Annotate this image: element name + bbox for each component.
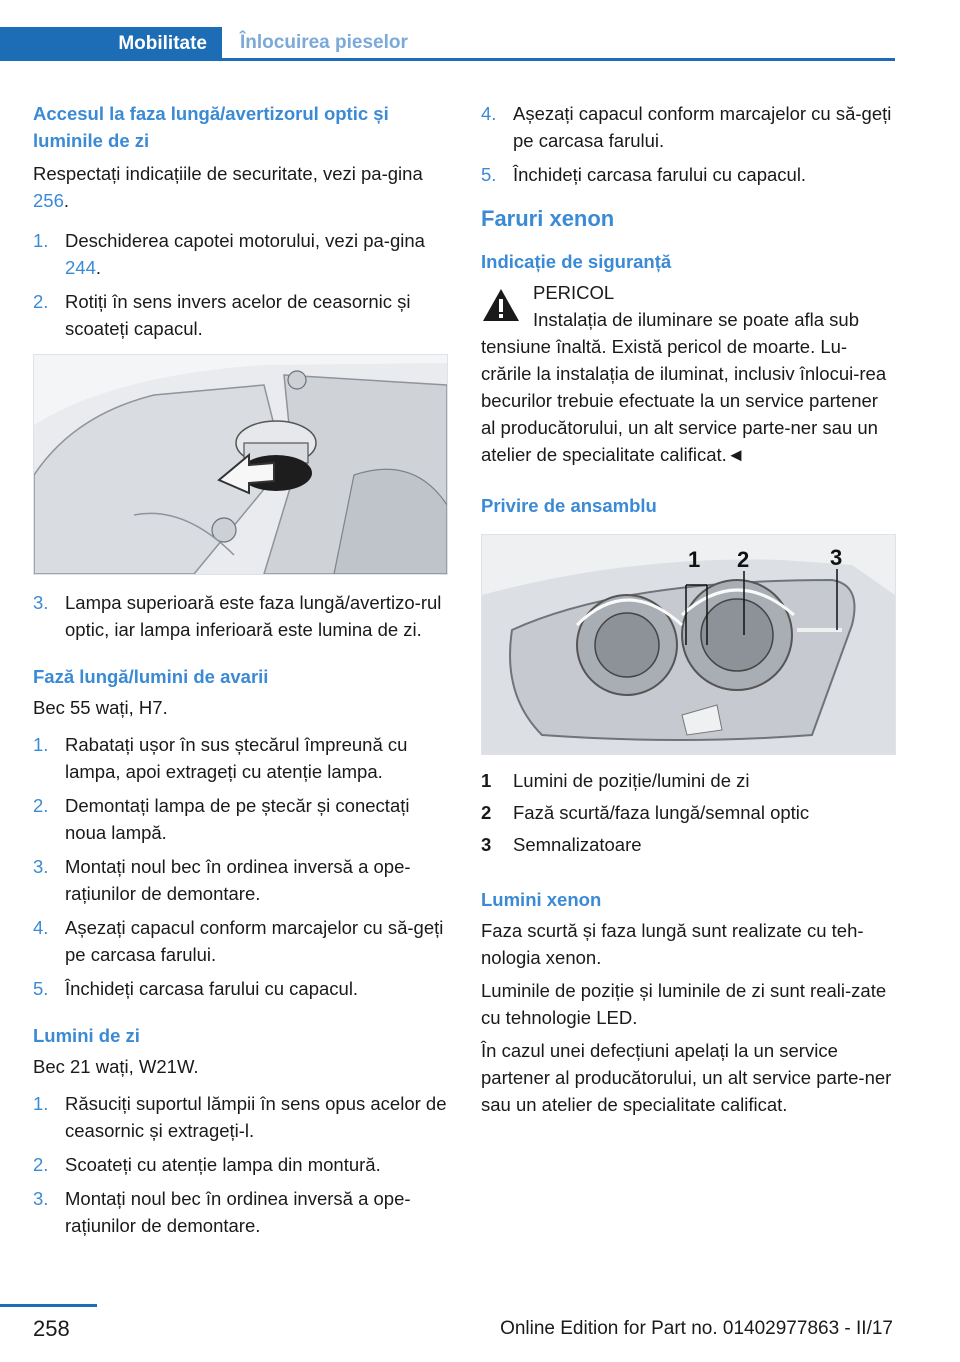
list-item: 1. Rabatați ușor în sus ștecărul împreună cu lampa, apoi extrageți cu atenție lampa. [33, 734, 408, 782]
page-number: 258 [33, 1316, 70, 1341]
section-title-xenon: Faruri xenon [481, 206, 615, 231]
section-title-daytime-lights: Lumini de zi [33, 1025, 140, 1046]
headlight-drawing [482, 535, 895, 754]
safety-reference: Respectați indicațiile de securitate, vezi pa‐gina 256. [33, 163, 423, 211]
list-item: 1. Răsuciți suportul lămpii în sens opus acelor de ceasornic și extrageți-l. [33, 1093, 447, 1141]
danger-text: tensiune înaltă. Există pericol de moarte. Lu‐crările la instalația de iluminat, inclusiv înlocui‐rea becurilor trebuie efectuate la un service partener al producătorului, un alt service parte‐ner sau un atelier de specialitate calificat.◄ [481, 336, 887, 465]
figure-legend [481, 767, 896, 858]
access-steps [33, 227, 448, 342]
list-item: 3. Montați noul bec în ordinea inversă a ope‐rațiunilor de demontare. [33, 1188, 411, 1236]
list-item: 1. Deschiderea capotei motorului, vezi pa‐gina 244. [33, 230, 425, 278]
list-item: 3 Semnalizatoare [481, 834, 642, 855]
list-item: 5. Închideți carcasa farului cu capacul. [481, 164, 807, 185]
safety-note-title: Indicație de siguranță [481, 251, 672, 272]
paragraph: Faza scurtă și faza lungă sunt realizate cu teh‐nologia xenon. [481, 920, 864, 968]
figure-label-2: 2 [737, 547, 750, 572]
list-item: 4. Așezați capacul conform marcajelor cu să‐geți pe carcasa farului. [481, 103, 892, 151]
access-steps-end [481, 100, 896, 188]
paragraph: Luminile de poziție și luminile de zi sunt reali‐zate cu tehnologie LED. [481, 980, 887, 1028]
list-item: 2. Rotiți în sens invers acelor de ceasornic și scoateți capacul. [33, 291, 411, 339]
engine-bay-illustration [33, 354, 448, 575]
section-title-xenon-lights: Lumini xenon [481, 889, 602, 910]
figure-label-1: 1 [688, 547, 701, 572]
section-title-overview: Privire de ansamblu [481, 495, 657, 516]
headlight-illustration [481, 534, 896, 755]
footer-divider [0, 1304, 97, 1307]
list-item: 2. Scoateți cu atenție lampa din montură. [33, 1154, 381, 1175]
list-item: 4. Așezați capacul conform marcajelor cu să‐geți pe carcasa farului. [33, 917, 444, 965]
list-item: 3. Lampa superioară este faza lungă/avertizo‐rul optic, iar lampa inferioară este lumina de zi. [33, 592, 442, 640]
section-tab-mobilitate: Mobilitate [0, 27, 222, 61]
page-link-244[interactable]: 244 [65, 257, 96, 278]
page-link-256[interactable]: 256 [33, 190, 64, 211]
list-item: 3. Montați noul bec în ordinea inversă a ope‐rațiunilor de demontare. [33, 856, 411, 904]
danger-warning [481, 279, 896, 468]
section-title-high-beam: Fază lungă/lumini de avarii [33, 666, 269, 687]
paragraph: În cazul unei defecțiuni apelați la un service partener al producătorului, un alt service parte‐ner sau un atelier de specialitate calificat. [481, 1040, 892, 1115]
danger-label: PERICOL [533, 282, 615, 303]
figure-label-3: 3 [830, 545, 843, 570]
danger-text-first-line: Instalația de iluminare se poate afla sub [533, 309, 860, 330]
left-column [33, 100, 448, 1246]
list-item: 5. Închideți carcasa farului cu capacul. [33, 978, 359, 999]
list-item: 2. Demontați lampa de pe ștecăr și conectați noua lampă. [33, 795, 410, 843]
engine-bay-drawing [34, 355, 447, 574]
section-title-access: Accesul la faza lungă/avertizorul optic și luminile de zi [33, 103, 389, 151]
right-column [481, 100, 896, 1118]
list-item: 1 Lumini de poziție/lumini de zi [481, 770, 750, 791]
high-beam-steps [33, 731, 448, 1002]
daytime-bulb-spec: Bec 21 wați, W21W. [33, 1056, 199, 1077]
warning-triangle-icon [481, 287, 521, 323]
edition-note: Online Edition for Part no. 01402977863 - II/17 [500, 1318, 893, 1339]
daytime-steps [33, 1090, 448, 1239]
subsection-tab: Înlocuirea pieselor [222, 27, 895, 61]
high-beam-bulb-spec: Bec 55 wați, H7. [33, 697, 168, 718]
list-item: 2 Fază scurtă/faza lungă/semnal optic [481, 802, 810, 823]
page-header [0, 0, 895, 62]
access-steps-continued [33, 589, 448, 643]
